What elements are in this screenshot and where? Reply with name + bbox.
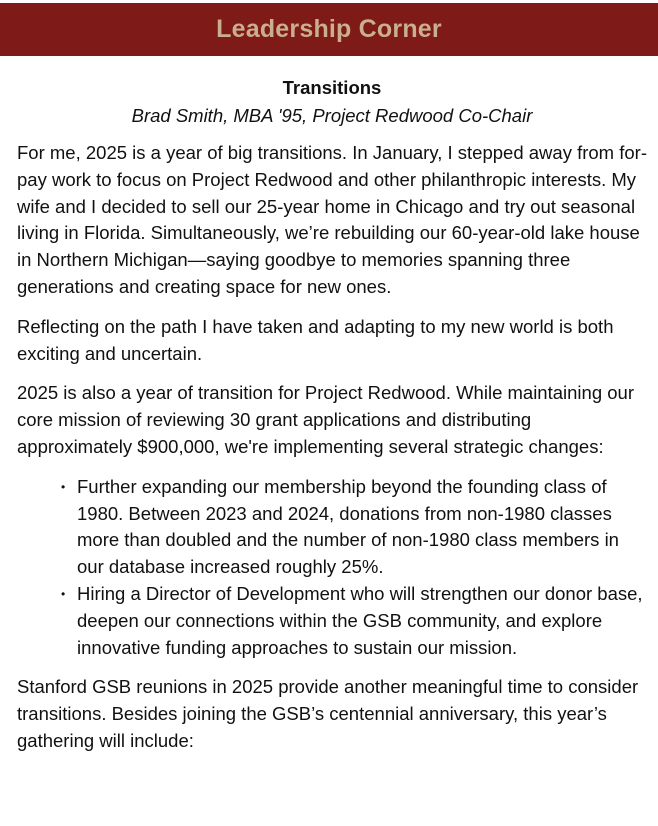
list-item-text: Further expanding our membership beyond the founding class of 1980. Between 2023 and 2024, donations from non-1980 classes more than doubled and the number of non-1980 class members in our database increased roughly 25%. bbox=[77, 475, 619, 578]
bullet-icon: • bbox=[61, 586, 66, 601]
paragraph-personal-transitions: For me, 2025 is a year of big transitions. In January, I stepped away from for-pay work to focus on Project Redwood and other philanthropic interests. My wife and I decided to sell our 25-year home in Chicago and try out seasonal living in Florida. Simultaneously, we’re rebuilding our 60-year-old lake house in Northern Michigan—saying goodbye to memories spanning three generations and creating space for new ones. bbox=[17, 142, 647, 297]
strategic-changes-list bbox=[17, 474, 647, 662]
bullet-icon: • bbox=[61, 479, 66, 494]
article-title: Transitions bbox=[282, 77, 382, 98]
paragraph-reunions: Stanford GSB reunions in 2025 provide another meaningful time to consider transitions. Besides joining the GSB’s centennial anniversary, this year’s gathering will include: bbox=[17, 676, 639, 751]
list-item bbox=[61, 581, 647, 661]
paragraph-redwood-transition: 2025 is also a year of transition for Project Redwood. While maintaining our core mission of reviewing 30 grant applications and distributing approximately $900,000, we're implementing several strategic changes: bbox=[17, 382, 634, 457]
paragraph-reflection: Reflecting on the path I have taken and adapting to my new world is both exciting and uncertain. bbox=[17, 315, 614, 364]
list-item-text: Hiring a Director of Development who will strengthen our donor base, deepen our connections within the GSB community, and explore innovative funding approaches to sustain our mission. bbox=[77, 582, 643, 658]
section-title: Leadership Corner bbox=[216, 15, 442, 43]
article bbox=[17, 74, 647, 768]
section-banner bbox=[0, 3, 658, 56]
list-item bbox=[61, 474, 647, 581]
article-byline: Brad Smith, MBA '95, Project Redwood Co-Chair bbox=[131, 105, 533, 126]
